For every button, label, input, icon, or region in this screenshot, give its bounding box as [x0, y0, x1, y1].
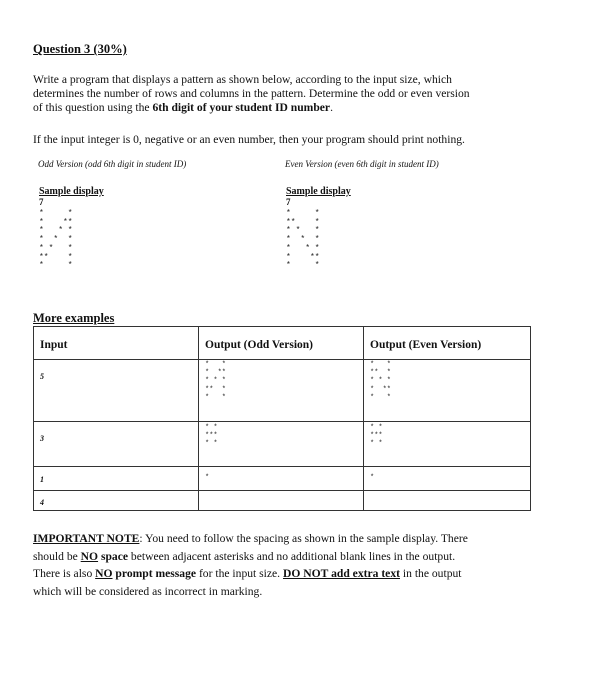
table-row — [34, 360, 531, 422]
note-line-4: which will be considered as incorrect in marking. — [33, 584, 263, 598]
odd-sample-title: Sample display — [39, 186, 104, 197]
odd-sample-pattern: * * * ** * * * * * * * * * ** * * * — [39, 209, 73, 271]
description-line-3-text: of this question using the — [33, 101, 153, 114]
note-line-2 — [33, 548, 568, 566]
table-row — [34, 467, 531, 491]
odd-version-label: Odd Version (odd 6th digit in student ID) — [38, 159, 187, 169]
note-line-1 — [33, 530, 568, 548]
description-line-2: determines the number of rows and columns in the pattern. Determine the odd or even version — [33, 87, 470, 100]
header-odd: Output (Odd Version) — [199, 327, 364, 360]
note-prompt-message: prompt message — [112, 567, 197, 580]
note-line-2-c: between adjacent asterisks and no additional blank lines in the output. — [128, 549, 456, 563]
row-input: 5 — [40, 372, 44, 381]
more-examples-title: More examples — [33, 311, 115, 325]
even-version-label: Even Version (even 6th digit in student ID) — [285, 159, 439, 169]
odd-sample-input: 7 — [39, 197, 44, 207]
row-even-output: * * *** * * — [370, 424, 383, 449]
table-row — [34, 422, 531, 467]
row-odd-output: * — [205, 474, 210, 482]
even-sample-pattern: * * ** * * * * * * * * * * * ** * * — [286, 209, 320, 271]
even-sample-input: 7 — [286, 197, 291, 207]
examples-table — [33, 326, 531, 511]
row-even-output: * * ** * * * * * ** * * — [370, 361, 392, 402]
row-odd-output: * * *** * * — [205, 424, 218, 449]
row-odd-output: * * * ** * * * ** * * * — [205, 361, 227, 402]
note-label: IMPORTANT NOTE — [33, 532, 140, 545]
note-line-1-text: : You need to follow the spacing as shown in the sample display. There — [139, 532, 468, 545]
row-input: 1 — [40, 475, 44, 484]
row-input: 3 — [40, 434, 44, 443]
table-header-row — [34, 327, 531, 360]
note-no-1: NO — [80, 549, 99, 563]
description-line-1: Write a program that displays a pattern as shown below, according to the input size, which — [33, 73, 452, 86]
question-description — [33, 73, 563, 115]
table-row — [34, 491, 531, 511]
description-line-3 — [33, 101, 563, 115]
note-no-extra-text: DO NOT add extra text — [282, 567, 400, 580]
digit-phrase: 6th digit of your student ID number — [152, 101, 331, 114]
header-input: Input — [34, 327, 199, 360]
row-input: 4 — [40, 498, 44, 507]
digit-tail: . — [330, 101, 333, 114]
note-no-space: space — [98, 549, 129, 563]
note-line-3-a: There is also — [33, 567, 96, 580]
important-note — [33, 530, 568, 600]
rule-text: If the input integer is 0, negative or an even number, then your program should print nothing. — [33, 133, 465, 146]
note-line-3-d: in the output — [400, 567, 462, 580]
note-line-3 — [33, 565, 568, 583]
header-even: Output (Even Version) — [364, 327, 531, 360]
note-line-3-c: for the input size. — [196, 567, 283, 580]
note-line-2-a: should be — [33, 549, 81, 563]
note-no-2: NO — [95, 567, 113, 580]
even-sample-title: Sample display — [286, 186, 351, 197]
row-even-output: * — [370, 474, 375, 482]
question-title: Question 3 (30%) — [33, 42, 127, 56]
